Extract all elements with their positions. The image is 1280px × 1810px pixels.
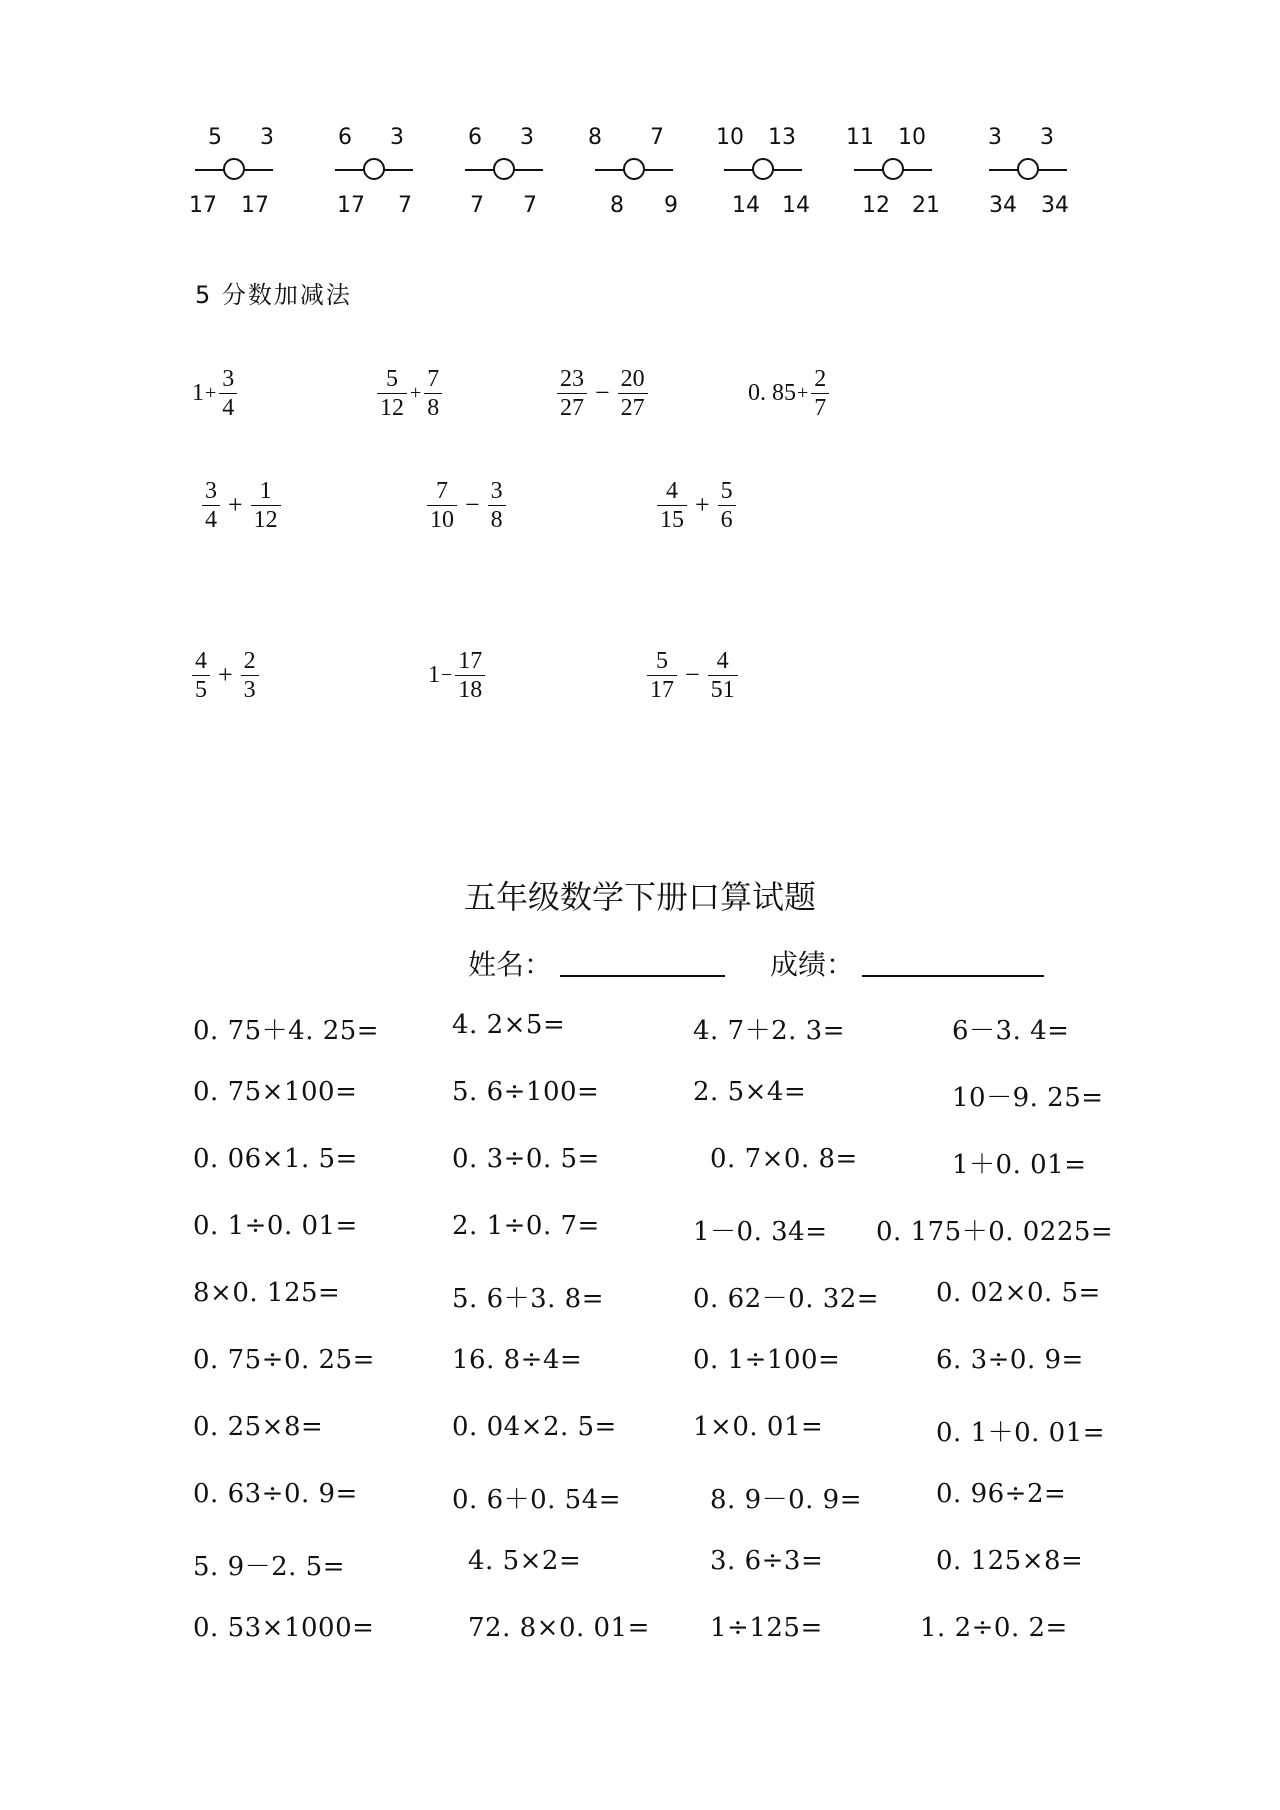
denominator: 17: [647, 675, 677, 704]
fraction: [192, 647, 210, 704]
fraction-expression: [428, 640, 487, 710]
problem: 2. 1÷0. 7=: [452, 1211, 600, 1241]
problem: 8×0. 125=: [193, 1278, 341, 1308]
compare-item: [325, 125, 421, 225]
fraction: [708, 647, 738, 704]
compare-item: [189, 125, 291, 225]
problem: 0. 75÷0. 25=: [193, 1345, 375, 1375]
compare-bottom-left: 34: [989, 193, 1017, 218]
denominator: 27: [618, 393, 648, 422]
compare-bottom-right: 21: [912, 193, 940, 218]
problem: 0. 96÷2=: [936, 1479, 1067, 1509]
denominator: 7: [811, 393, 829, 422]
denominator: 12: [377, 393, 407, 422]
page-title: 五年级数学下册口算试题: [463, 878, 816, 916]
numerator: 5: [386, 365, 398, 392]
expr-operator: +: [228, 490, 243, 519]
numerator: 3: [205, 477, 217, 504]
expr-lead: 1: [192, 379, 204, 406]
denominator: 51: [708, 675, 738, 704]
numerator: 2: [814, 365, 827, 392]
expr-operator: −: [441, 663, 453, 686]
numerator: 23: [560, 365, 584, 392]
numerator: 17: [458, 647, 483, 674]
problem: 6－3. 4=: [952, 1016, 1070, 1046]
name-label: 姓名：: [468, 948, 553, 981]
problem: 1×0. 01=: [693, 1412, 824, 1442]
compare-blank-circle[interactable]: [363, 158, 385, 180]
denominator: 18: [455, 675, 485, 704]
fraction-expression: [192, 358, 239, 428]
compare-bottom-left: 8: [610, 193, 624, 218]
score-label: 成绩：: [770, 948, 855, 981]
fraction-expression: [655, 470, 738, 540]
compare-bottom-left: 17: [189, 193, 217, 218]
compare-bottom-right: 9: [664, 193, 678, 218]
problem: 0. 175＋0. 0225=: [876, 1217, 1114, 1247]
numerator: 5: [656, 647, 668, 674]
fraction: [219, 365, 237, 422]
problem: 5. 6＋3. 8=: [452, 1284, 605, 1314]
numerator: 7: [427, 365, 440, 392]
fraction-section: [0, 350, 1280, 730]
compare-blank-circle[interactable]: [493, 158, 515, 180]
compare-bottom-right: 34: [1041, 193, 1069, 218]
fraction: [647, 647, 677, 704]
expr-lead: 1: [428, 661, 440, 688]
numerator: 4: [195, 647, 207, 674]
compare-top-left: 11: [846, 125, 874, 150]
problem: 6. 3÷0. 9=: [936, 1345, 1084, 1375]
compare-top-right: 10: [898, 125, 926, 150]
compare-item: [575, 125, 678, 225]
fraction-expression: [425, 470, 508, 540]
compare-top-left: 3: [988, 125, 1002, 150]
compare-item: [455, 125, 551, 225]
denominator: 6: [718, 505, 736, 534]
denominator: 3: [241, 675, 259, 704]
problem: 5. 9－2. 5=: [193, 1552, 346, 1582]
denominator: 27: [557, 393, 587, 422]
problem: 0. 1÷100=: [693, 1345, 841, 1375]
compare-bottom-left: 12: [862, 193, 890, 218]
fraction-expression: [645, 640, 740, 710]
compare-blank-circle[interactable]: [623, 158, 645, 180]
numerator: 4: [716, 647, 729, 674]
section-title: 5 分数加减法: [195, 281, 352, 309]
problem: 3. 6÷3=: [710, 1546, 824, 1576]
fraction: [202, 477, 220, 534]
compare-top-left: 6: [468, 125, 482, 150]
numerator: 7: [436, 477, 448, 504]
problem: 0. 3÷0. 5=: [452, 1144, 600, 1174]
compare-bottom-right: 14: [782, 193, 810, 218]
problem: 0. 1＋0. 01=: [936, 1418, 1106, 1448]
compare-bottom-right: 7: [398, 193, 412, 218]
numerator: 5: [720, 477, 733, 504]
fraction: [424, 365, 442, 422]
denominator: 8: [424, 393, 442, 422]
numerator: 4: [666, 477, 678, 504]
compare-blank-circle[interactable]: [1017, 158, 1039, 180]
problem: 5. 6÷100=: [452, 1077, 600, 1107]
fraction: [427, 477, 457, 534]
problem-grid: [0, 1000, 1280, 1680]
compare-top-left: 5: [208, 125, 222, 150]
problem: 10－9. 25=: [952, 1083, 1104, 1113]
fraction-expression: [375, 358, 444, 428]
problem: 2. 5×4=: [693, 1077, 807, 1107]
problem: 0. 62－0. 32=: [693, 1284, 880, 1314]
problem: 0. 25×8=: [193, 1412, 324, 1442]
fraction-expression: [748, 358, 831, 428]
denominator: 5: [192, 675, 210, 704]
problem: 0. 63÷0. 9=: [193, 1479, 358, 1509]
numerator: 1: [259, 477, 272, 504]
compare-bottom-left: 17: [337, 193, 365, 218]
compare-blank-circle[interactable]: [752, 158, 774, 180]
fraction-expression: [200, 470, 283, 540]
expr-operator: +: [218, 660, 233, 689]
fraction: [618, 365, 648, 422]
fraction: [455, 647, 485, 704]
compare-bottom-left: 14: [732, 193, 760, 218]
fraction: [811, 365, 829, 422]
denominator: 12: [251, 505, 281, 534]
denominator: 4: [202, 505, 220, 534]
compare-top-left: 8: [588, 125, 602, 150]
problem: 0. 6＋0. 54=: [452, 1485, 622, 1515]
compare-item: [840, 125, 940, 225]
compare-top-left: 6: [338, 125, 352, 150]
compare-top-right: 3: [520, 125, 534, 150]
compare-blank-circle[interactable]: [223, 158, 245, 180]
problem: 1. 2÷0. 2=: [920, 1613, 1068, 1643]
compare-top-right: 13: [768, 125, 796, 150]
problem: 0. 04×2. 5=: [452, 1412, 617, 1442]
problem: 1＋0. 01=: [952, 1150, 1087, 1180]
problem: 0. 53×1000=: [193, 1613, 375, 1643]
problem: 4. 2×5=: [452, 1010, 566, 1040]
fraction: [488, 477, 506, 534]
problem: 0. 125×8=: [936, 1546, 1084, 1576]
fraction: [718, 477, 736, 534]
denominator: 15: [657, 505, 687, 534]
numerator: 20: [620, 365, 645, 392]
compare-top-right: 3: [260, 125, 274, 150]
denominator: 4: [219, 393, 237, 422]
compare-item: [710, 125, 810, 225]
fraction: [657, 477, 687, 534]
compare-blank-circle[interactable]: [882, 158, 904, 180]
fraction-expression: [555, 358, 650, 428]
compare-bottom-right: 17: [241, 193, 269, 218]
problem: 4. 5×2=: [468, 1546, 582, 1576]
problem: 72. 8×0. 01=: [468, 1613, 650, 1643]
denominator: 10: [427, 505, 457, 534]
compare-item: [975, 125, 1071, 225]
expr-operator: +: [410, 381, 422, 404]
problem: 1÷125=: [710, 1613, 823, 1643]
problem: 0. 1÷0. 01=: [193, 1211, 358, 1241]
compare-top-right: 7: [650, 125, 664, 150]
problem: 8. 9－0. 9=: [710, 1485, 863, 1515]
problem: 0. 02×0. 5=: [936, 1278, 1101, 1308]
problem: 0. 75＋4. 25=: [193, 1016, 380, 1046]
name-blank[interactable]: [560, 975, 725, 977]
fraction: [241, 647, 259, 704]
problem: 1－0. 34=: [693, 1217, 828, 1247]
numerator: 3: [490, 477, 503, 504]
score-blank[interactable]: [862, 975, 1044, 977]
compare-bottom-right: 7: [523, 193, 537, 218]
numerator: 3: [222, 365, 235, 392]
expr-operator: −: [465, 490, 480, 519]
compare-section: [0, 0, 1280, 240]
fraction: [251, 477, 281, 534]
problem: 0. 7×0. 8=: [710, 1144, 858, 1174]
expr-operator: +: [695, 490, 710, 519]
expr-operator: −: [685, 660, 700, 689]
compare-top-right: 3: [390, 125, 404, 150]
compare-top-left: 10: [716, 125, 744, 150]
fraction: [557, 365, 587, 422]
problem: 4. 7＋2. 3=: [693, 1016, 846, 1046]
expr-lead: 0. 85: [748, 379, 796, 406]
problem: 16. 8÷4=: [452, 1345, 583, 1375]
denominator: 8: [488, 505, 506, 534]
problem: 0. 06×1. 5=: [193, 1144, 358, 1174]
numerator: 2: [243, 647, 256, 674]
fraction-expression: [190, 640, 261, 710]
compare-top-right: 3: [1040, 125, 1054, 150]
compare-bottom-left: 7: [470, 193, 484, 218]
fraction: [377, 365, 407, 422]
expr-operator: +: [797, 381, 809, 404]
expr-operator: +: [205, 381, 217, 404]
expr-operator: −: [595, 378, 610, 407]
problem: 0. 75×100=: [193, 1077, 358, 1107]
